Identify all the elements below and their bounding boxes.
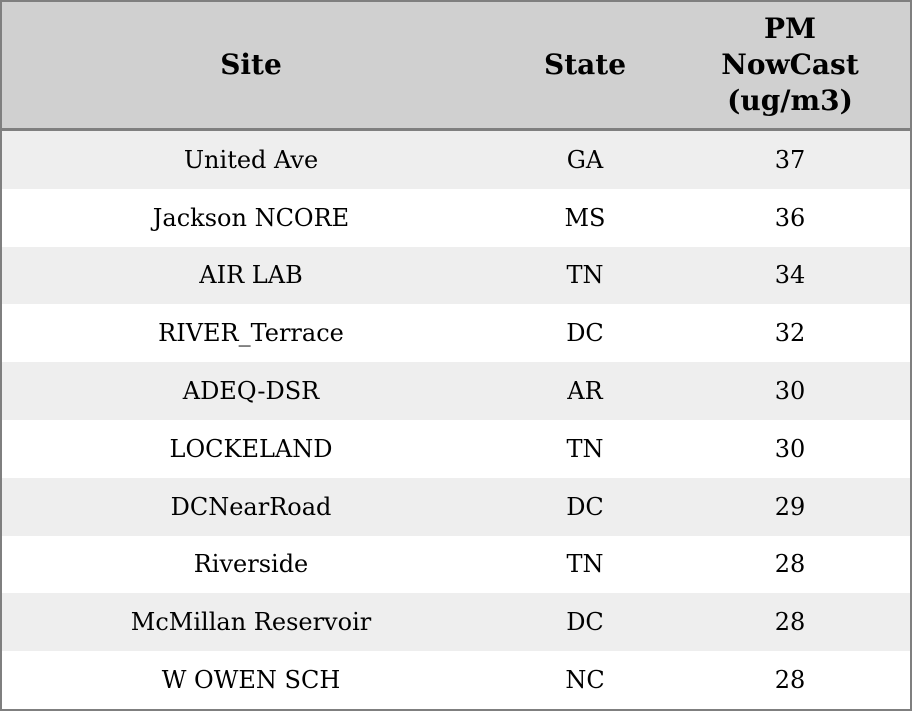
table-row [2, 536, 910, 594]
cell-state: TN [566, 434, 604, 463]
cell-state: DC [566, 319, 604, 348]
pm-header-line-3: (ug/m3) [727, 84, 853, 117]
cell-state: TN [566, 261, 604, 290]
column-header-state: State [543, 48, 627, 81]
cell-state: NC [565, 666, 605, 695]
cell-site: RIVER_Terrace [158, 319, 344, 348]
table-row [2, 420, 910, 478]
cell-state: DC [566, 608, 604, 637]
cell-site: Jackson NCORE [152, 203, 350, 232]
table-row [2, 304, 910, 362]
cell-state: AR [567, 377, 603, 406]
cell-state: GA [566, 145, 604, 174]
table-row [2, 593, 910, 651]
table-row [2, 189, 910, 247]
table-row [2, 131, 910, 189]
cell-pm-nowcast: 32 [774, 319, 806, 348]
cell-pm-nowcast: 28 [774, 550, 806, 579]
cell-state: DC [566, 492, 604, 521]
table-row [2, 247, 910, 305]
cell-pm-nowcast: 37 [774, 145, 806, 174]
cell-pm-nowcast: 30 [774, 377, 806, 406]
cell-site: AIR LAB [199, 261, 303, 290]
cell-site: DCNearRoad [170, 492, 332, 521]
table-row [2, 651, 910, 709]
cell-site: Riverside [193, 550, 309, 579]
cell-pm-nowcast: 28 [774, 666, 806, 695]
cell-pm-nowcast: 34 [774, 261, 806, 290]
pm-header-line-1: PM [763, 12, 817, 45]
table-row [2, 362, 910, 420]
cell-site: ADEQ-DSR [182, 377, 320, 406]
cell-pm-nowcast: 36 [774, 203, 806, 232]
cell-state: TN [566, 550, 604, 579]
cell-site: McMillan Reservoir [130, 608, 372, 637]
cell-pm-nowcast: 28 [774, 608, 806, 637]
pm-header-line-2: NowCast [721, 48, 859, 81]
table-header-row [2, 2, 910, 131]
column-header-pm-nowcast [670, 2, 910, 128]
cell-pm-nowcast: 30 [774, 434, 806, 463]
column-header-site: Site [220, 48, 282, 81]
cell-state: MS [564, 203, 606, 232]
pm-header-lines [721, 11, 859, 119]
cell-pm-nowcast: 29 [774, 492, 806, 521]
cell-site: United Ave [183, 145, 319, 174]
cell-site: LOCKELAND [169, 434, 333, 463]
table-row [2, 478, 910, 536]
table-body [2, 131, 910, 709]
cell-site: W OWEN SCH [161, 666, 341, 695]
